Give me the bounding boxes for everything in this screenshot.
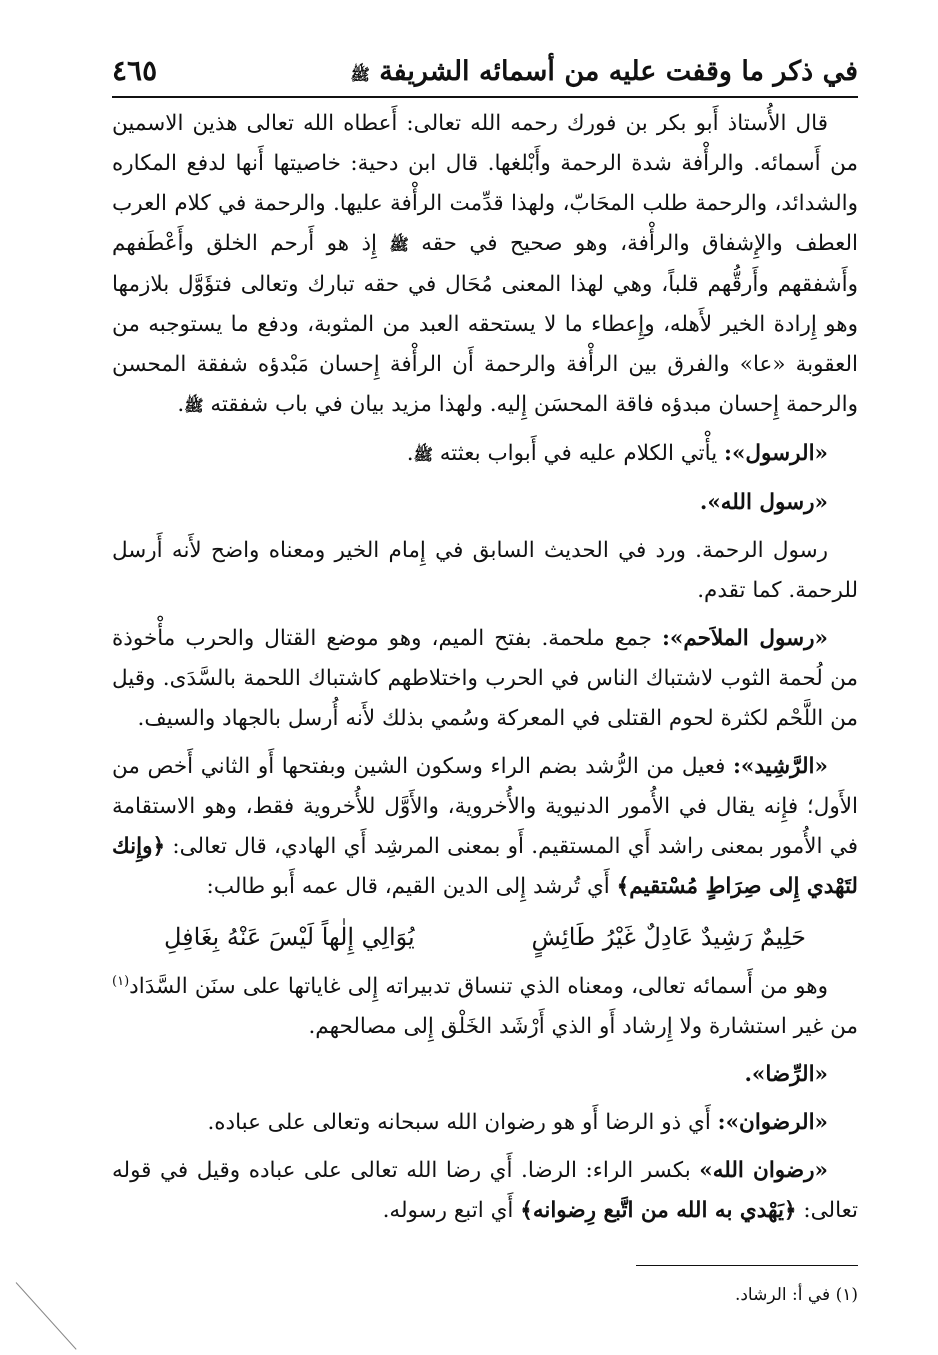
main-text (112, 104, 858, 1239)
paragraph-rashid-meaning: وهو من أَسمائه تعالى، ومعناه الذي تنساق تدبيراته إِلى غاياتها على سنَن السَّدَاد$^{(١)}$ من غير استشارة ولا إِرشاد أَو الذي أَرْشَد الخَلْق إِلى مصالحهم. (112, 973, 858, 1039)
scan-artifact-line (16, 1282, 77, 1350)
paragraph-rashid: «الرَّشِيد»: فعيل من الرُّشد بضم الراء وسكون الشين وبفتحها أَو الثاني أَخص من الأَول؛ فإِنه يقال في الأُمور الدنيوية والأُخروية، والأَوَّل للأُخروية فقط، وهو الاستقامة في الأُمور بمعنى راشد أَي المستقيم. أَو بمعنى المرشِد أَي الهادي، قال تعالى: ﴿وإِنك لتَهْدي إِلى صِرَاطٍ مُسْتقيم﴾ أَي تُرشد إِلى الدين القيم، قال عمه أَبو طالب: (112, 754, 858, 899)
honorific-glyph: ﷺ (184, 396, 204, 415)
honorific-glyph: ﷺ (389, 235, 409, 254)
entry-heading: «رسول الله». (699, 490, 828, 515)
footnote-marker[interactable]: (١) (112, 973, 130, 989)
paragraph-rasul-rahma: رسول الرحمة. ورد في الحديث السابق في إِمام الخير ومعناه واضح لأَنه أَرسل للرحمة. كما تقدم. (112, 538, 858, 603)
quran-quote: ﴿وإِنك لتَهْدي إِلى صِرَاطٍ مُسْتقيم﴾ (112, 834, 858, 899)
paragraph-rida (112, 1055, 858, 1095)
honorific-glyph: ﷺ (413, 445, 433, 464)
paragraph-ridwan: «الرضوان»: أَي ذو الرضا أَو هو رضوان الله سبحانه وتعالى على عباده. (207, 1110, 828, 1135)
entry-heading: «رسول الملاَحم»: (662, 626, 828, 651)
verse-second-hemistich: يُوَالِي إِلٰهاً لَيْسَ عَنْهُ بِغَافِلِ (164, 923, 415, 951)
entry-heading: «الرِّضا». (744, 1062, 828, 1087)
running-title (350, 56, 858, 88)
running-title-text: في ذكر ما وقفت عليه من أسمائه الشريفة (379, 56, 858, 87)
paragraph-rasul: «الرسول»: يأْتي الكلام عليه في أَبواب بعثته ﷺ. (406, 441, 828, 466)
page-header (112, 50, 858, 98)
paragraph-rasul-allah (112, 483, 858, 523)
paragraph-raouf-rahim: قال الأُستاذ أَبو بكر بن فورك رحمه الله تعالى: أَعطاه الله تعالى هذين الاسمين من أَسمائه. والرأْفة شدة الرحمة وأَبْلغها. قال ابن دحية: خاصيتها أَنها لدفع المكاره والشدائد، والرحمة طلب المحَابّ، ولهذا قدِّمت الرأْفة عليها. والرحمة في كلام العرب العطف والإِشفاق والرأْفة، وهو صحيح في حقه ﷺ إِذ هو أَرحم الخلق وأَعْطَفهم وأَشفقهم وأَرقُّهم قلباً، وهي لهذا المعنى مُحَال في حقه تبارك وتعالى فتؤَوَّل بلازمها وهو إِرادة الخير لأَهله، وإِعطاء ما لا يستحقه العبد من المثوبة، ودفع ما يستوجبه من العقوبة «عا» والفرق بين الرأْفة والرحمة أَن الرأْفة إِحسان مَبْدؤه شفقة المحسن والرحمة إِحسان مبدؤه فاقة المحسَن إِليه. ولهذا مزيد بيان في باب شفقته ﷺ. (112, 111, 858, 417)
footnote: (١) في أ: الرشاد. (734, 1285, 858, 1305)
paragraph-ridwan-allah: «رضوان الله» بكسر الراء: الرضا. أَي رضا الله تعالى على عباده وقيل في قوله تعالى: ﴿يَهْدي به الله من اتَّبع رِضوانه﴾ أَي اتبع رسوله. (112, 1158, 858, 1223)
poetry-verse (164, 915, 806, 959)
entry-heading: «رضوان الله» (699, 1158, 828, 1183)
entry-heading: «الرَّشِيد»: (732, 754, 828, 779)
quran-quote: ﴿يَهْدي به الله من اتَّبع رِضوانه﴾ (520, 1198, 797, 1223)
page-number: ٤٦٥ (112, 54, 158, 87)
honorific-glyph: ﷺ (350, 65, 370, 84)
verse-first-hemistich: حَلِيمٌ رَشِيدٌ عَادِلٌ غَيْرُ طَائِشٍ (531, 923, 806, 951)
entry-heading: «الرسول»: (724, 441, 828, 466)
footnote-divider (636, 1265, 858, 1266)
paragraph-rasul-malahim: «رسول الملاَحم»: جمع ملحمة. بفتح الميم، وهو موضع القتال والحرب مأْخوذة من لُحمة الثوب لاشتباك الناس في الحرب واختلاطهم كاشتباك اللحمة بالسَّدَى. وقيل من اللَّحْم لكثرة لحوم القتلى في المعركة وسُمي بذلك لأَنه أُرسل بالجهاد والسيف. (112, 626, 858, 731)
entry-heading: «الرضوان»: (717, 1110, 828, 1135)
